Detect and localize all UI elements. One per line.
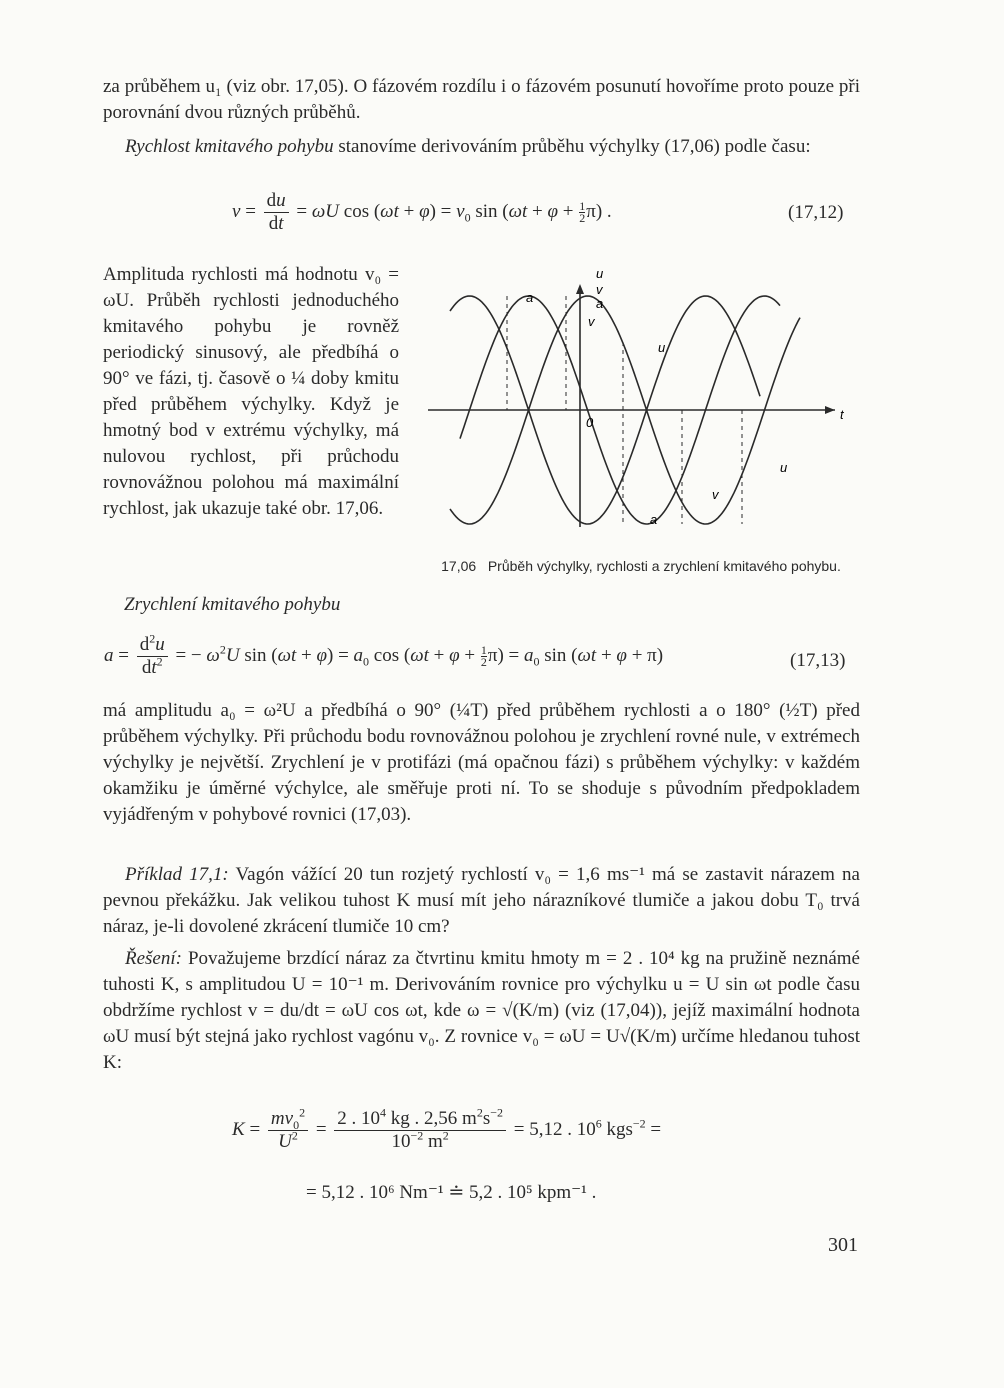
velocity-text: stanovíme derivováním průběhu výchylky (17,06) podle času: [338,136,811,157]
label-a-axis: a [596,296,604,311]
page-number: 301 [828,1234,858,1256]
equation-acceleration: a = $\frac{d^2u}{dt^2}$ = − $\omega^2U$ $\sin (\omega t + \varphi) = a_0$ cos (ωt + φ + $\frac{1}{2}$ $\pi) = a_0$ sin (ωt + φ + π) [104,631,664,678]
solution-heading: Řešení: [125,948,182,969]
acceleration-heading: Zrychlení kmitavého pohybu [124,594,341,615]
solution-paragraph [103,946,860,1076]
example-text: Vagón vážící 20 tun rozjetý rychlostí v₀ = 1,6 ms⁻¹ má se zastavit nárazem na pevnou překážku. Jak velikou tuhost K musí mít jeho nárazníkové tlumiče a jakou dobu T₀ trvá náraz, je-li dovolené zkrácení tlumiče 10 cm? [103,864,860,937]
label-curve-v-bottom: v [712,487,719,502]
label-curve-u-top: u [658,340,666,355]
velocity-paragraph [103,134,860,160]
figure-caption-text: Průběh výchylky, rychlosti a zrychlení kmitavého pohybu. [487,558,841,574]
solution-text: Považujeme brzdící náraz za čtvrtinu kmitu hmoty m = 2 . 10⁴ kg na pružině neznámé tuhosti K, s amplitudou U = 10⁻¹ m. Derivováním rovnice pro výchylku u = U sin ωt podle času obdržíme rychlost v = du/dt = ωU cos ωt, kde ω = √(K/m) (viz (17,04)), jejíž maximální hodnota ωU musí být stejná jako rychlost vagónu v₀. Z rovnice v₀ = ωU = U√(K/m) určíme hledanou tuhost K: [103,948,860,1073]
label-v-axis: v [596,282,603,297]
oscillation-figure [420,262,860,552]
label-curve-u-bottom: u [780,460,788,475]
example-heading: Příklad 17,1: [125,864,229,885]
equation-acceleration-number: (17,13) [790,650,846,671]
intro-text: za průběhem u₁ (viz obr. 17,05). O fázovém rozdílu i o fázovém posunutí hovoříme proto pouze při porovnání dvou různých průběhů. [103,76,860,123]
equation-velocity: v = $\frac{du}{dt}$ = ωU $\cos (\omega t + \varphi) = v_0$ sin (ωt + φ + $\frac{1}{2}$ π) . [232,190,612,234]
left-column-text: Amplituda rychlosti má hodnotu v₀ = ωU. Průběh rychlosti jednoduchého kmitavého pohybu je rovněž periodický sinusový, ale předbíhá o 90° ve fázi, tj. časově o ¼ doby kmitu před průběhem výchylky. Když je hmotný bod v extrému výchylky, má nulovou rychlost, při průchodu rovnovážnou polohou má maximální rychlost, jak ukazuje také obr. 17,06. [103,264,399,519]
equation-velocity-number: (17,12) [788,202,844,223]
label-curve-v-top: v [588,314,595,329]
figure-caption-number: 17,06 [441,558,477,574]
label-u-axis: u [596,266,604,281]
label-origin: 0 [586,415,594,430]
label-t-axis: t [840,407,844,422]
equation-stiffness-result: = 5,12 . 10⁶ Nm⁻¹ ≐ 5,2 . 10⁵ kpm⁻¹ . [306,1182,597,1203]
t-axis-arrow [825,406,835,414]
example-paragraph [103,862,860,940]
figure-caption [418,556,864,576]
label-curve-a-bottom: a [650,512,658,527]
vertical-axis-arrow [576,284,584,294]
label-curve-a-top: a [526,290,534,305]
equation-stiffness: K = $\frac{mv_0^2}{U^2}$ = $\frac{2 . 10^4 kg . 2,56 m^2s^{-2}}{10^{-2} m^2}$ = 5,12 . $10^6$ kgs$^{-2}$ = [232,1105,662,1152]
velocity-heading: Rychlost kmitavého pohybu [125,136,334,157]
acceleration-paragraph: má amplitudu a₀ = ω²U a předbíhá o 90° (¼T) před průběhem rychlosti a o 180° (½T) před průběhem výchylky. Při průchodu bodu rovnovážnou polohou je zrychlení rovné nule, v extrémech výchylky je největší. Zrychlení je v protifázi (má opačnou fázi) s průběhem výchylky: v každém okamžiku je úměrné výchylce, ale směřuje proti ní. To se shoduje s původním předpokladem vyjádřeným v pohybové rovnici (17,03). [103,700,860,825]
intro-paragraph [103,74,860,126]
